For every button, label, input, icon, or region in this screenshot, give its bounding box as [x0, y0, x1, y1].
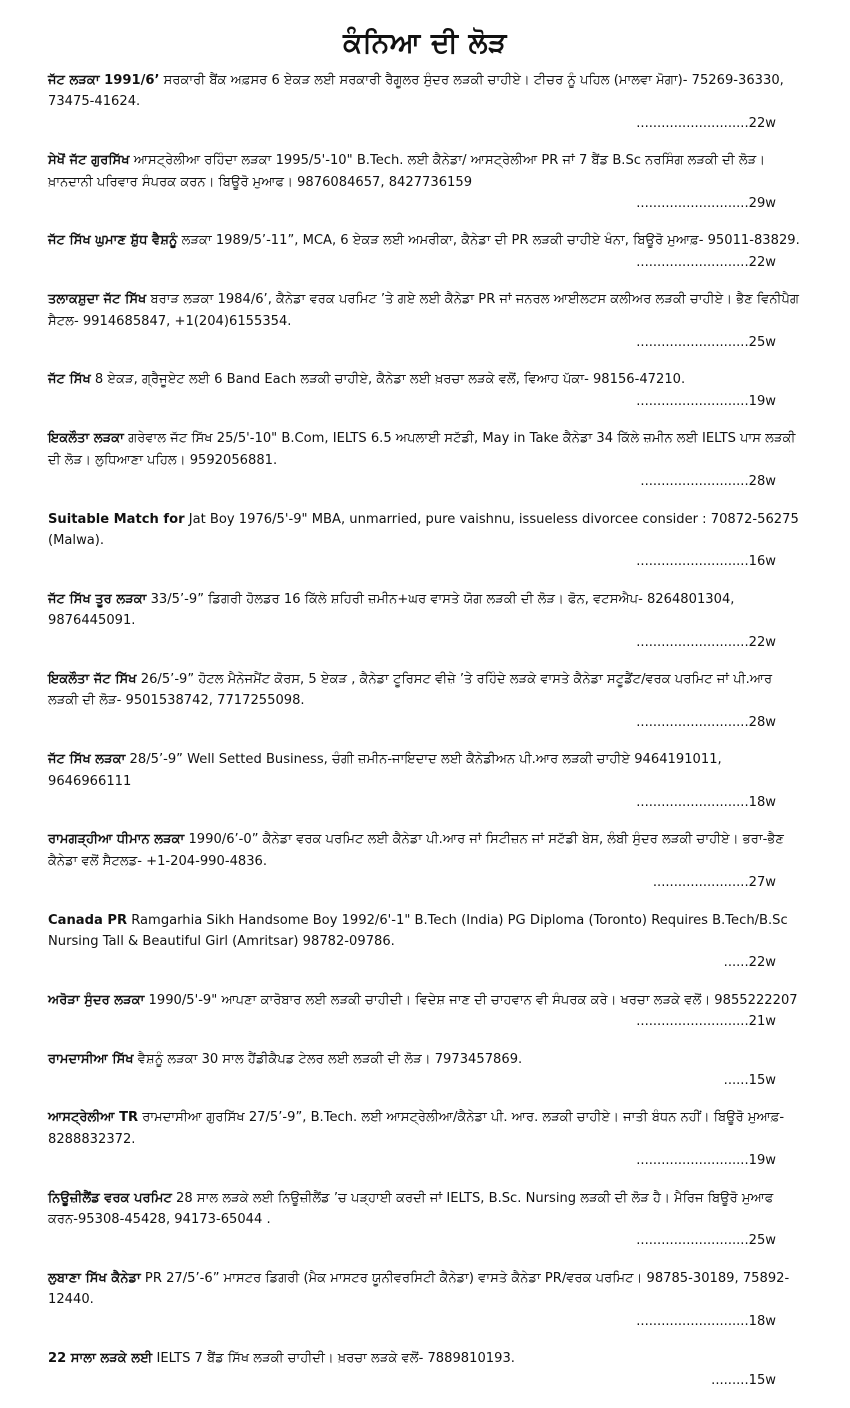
ad-text — [48, 70, 802, 113]
ad-text — [48, 1107, 802, 1150]
ad-separator — [48, 214, 802, 230]
ad-body: ਰਾਮਦਾਸੀਆ ਗੁਰਸਿੱਖ 27/5’-9”, B.Tech. ਲਈ ਆਸਟ੍ਰੇਲੀਆ/ਕੈਨੇਡਾ ਪੀ. ਆਰ. ਲੜਕੀ ਚਾਹੀਏ। ਜਾਤੀ ਬੰਧਨ ਨਹੀਂ। ਬਿਊਰੋ ਮੁਆਫ਼- 8288832372. — [48, 1110, 785, 1147]
classified-ad — [48, 1348, 802, 1391]
classified-ad — [48, 589, 802, 653]
classified-ad — [48, 70, 802, 134]
ad-body: ਬਰਾੜ ਲੜਕਾ 1984/6’, ਕੈਨੇਡਾ ਵਰਕ ਪਰਮਿਟ ’ਤੇ ਗਏ ਲਈ ਕੈਨੇਡਾ PR ਜਾਂ ਜਨਰਲ ਆਈਲਟਸ ਕਲੀਅਰ ਲੜਕੀ ਚਾਹੀਏ। ਭੈਣ ਵਿਨੀਪੈਗ ਸੈਟਲ- 9914685847, +1(204)6155354. — [48, 292, 800, 329]
ad-separator — [48, 653, 802, 669]
ad-body: PR 27/5’-6” ਮਾਸਟਰ ਡਿਗਰੀ (ਮੈਕ ਮਾਸਟਰ ਯੂਨੀਵਰਸਿਟੀ ਕੈਨੇਡਾ) ਵਾਸਤੇ ਕੈਨੇਡਾ PR/ਵਰਕ ਪਰਮਿਟ। 98785-30189, 75892-12440. — [48, 1270, 790, 1308]
classified-ad — [48, 829, 802, 893]
ad-separator — [48, 1033, 802, 1049]
ad-separator — [48, 134, 802, 150]
ad-text — [48, 1188, 802, 1231]
ad-text — [48, 1049, 802, 1070]
ad-code: ...........................22w — [636, 254, 776, 270]
ad-lead: ਜੱਟ ਲੜਕਾ 1991/6’ — [48, 73, 160, 88]
ad-separator — [48, 1332, 802, 1348]
ad-lead: Suitable Match for — [48, 511, 185, 527]
ad-code: ...........................18w — [636, 794, 776, 810]
ad-separator — [48, 974, 802, 990]
classified-ad — [48, 749, 802, 813]
ad-code: ...........................22w — [636, 634, 776, 650]
ad-separator — [48, 412, 802, 428]
classified-ad — [48, 289, 802, 353]
ad-lead: ਤਲਾਕਸ਼ੁਦਾ ਜੱਟ ਸਿੱਖ — [48, 292, 147, 308]
ad-body: 28/5’-9” Well Setted Business, ਚੰਗੀ ਜ਼ਮੀਨ-ਜਾਇਦਾਦ ਲਈ ਕੈਨੇਡੀਅਨ ਪੀ.ਆਰ ਲੜਕੀ ਚਾਹੀਏ 9464191011, 9646966111 — [48, 752, 722, 789]
ad-code: .........15w — [711, 1372, 776, 1388]
ad-code: ...........................21w — [636, 1014, 776, 1030]
classified-ad — [48, 509, 802, 573]
ad-text — [48, 1268, 802, 1311]
ad-lead: Canada PR — [48, 912, 128, 928]
ad-lead: ਸੇਖੋਂ ਜੱਟ ਗੁਰਸਿੱਖ — [48, 153, 130, 169]
ad-lead: ਜੱਟ ਸਿੱਖ ਘੁਮਾਣ ਸ਼ੁੱਧ ਵੈਸ਼ਨੂੰ — [48, 233, 178, 249]
ad-lead: ਜੱਟ ਸਿੱਖ ਲੜਕਾ — [48, 752, 126, 768]
ad-separator — [48, 1091, 802, 1107]
ad-body: Jat Boy 1976/5'-9" MBA, unmarried, pure vaishnu, issueless divorcee consider : 70872-56275 (Malwa). — [48, 511, 799, 548]
ad-code: ...........................25w — [636, 335, 776, 351]
ad-body: IELTS 7 ਬੈਂਡ ਸਿੱਖ ਲੜਕੀ ਚਾਹੀਦੀ। ਖ਼ਰਚਾ ਲੜਕੇ ਵਲੋਂ- 7889810193. — [152, 1351, 515, 1367]
ad-text — [48, 428, 802, 471]
classified-ad — [48, 669, 802, 733]
ad-code: ..........................28w — [640, 474, 776, 490]
ad-text — [48, 589, 802, 632]
classified-ad — [48, 369, 802, 412]
classified-ad — [48, 1268, 802, 1332]
ad-body: ਆਸਟ੍ਰੇਲੀਆ ਰਹਿੰਦਾ ਲੜਕਾ 1995/5'-10" B.Tech. ਲਈ ਕੈਨੇਡਾ/ ਆਸਟ੍ਰੇਲੀਆ PR ਜਾਂ 7 ਬੈਂਡ B.Sc ਨਰਸਿੰਗ ਲੜਕੀ ਦੀ ਲੋੜ। ਖ਼ਾਨਦਾਨੀ ਪਰਿਵਾਰ ਸੰਪਰਕ ਕਰਨ। ਬਿਊਰੋ ਮੁਆਫ। 9876084657, 8427736159 — [48, 153, 766, 190]
ad-body: 1990/6’-0” ਕੈਨੇਡਾ ਵਰਕ ਪਰਮਿਟ ਲਈ ਕੈਨੇਡਾ ਪੀ.ਆਰ ਜਾਂ ਸਿਟੀਜ਼ਨ ਜਾਂ ਸਟੱਡੀ ਬੇਸ, ਲੰਬੀ ਸੁੰਦਰ ਲੜਕੀ ਚਾਹੀਏ। ਭਰਾ-ਭੈਣ ਕੈਨੇਡਾ ਵਲੋਂ ਸੈਟਲਡ- +1-204-990-4836. — [48, 832, 784, 869]
ad-text — [48, 289, 802, 332]
ad-body: ਵੈਸ਼ਨੂੰ ਲੜਕਾ 30 ਸਾਲ ਹੈਂਡੀਕੈਪਡ ਟੇਲਰ ਲਈ ਲੜਕੀ ਦੀ ਲੋੜ। 7973457869. — [133, 1051, 523, 1067]
classified-ad — [48, 1107, 802, 1171]
ad-code: ...........................19w — [636, 393, 776, 409]
ad-text — [48, 230, 802, 251]
ad-lead: ਨਿਊਜ਼ੀਲੈਂਡ ਵਰਕ ਪਰਮਿਟ — [48, 1190, 172, 1206]
ad-body: 26/5’-9” ਹੋਟਲ ਮੈਨੇਜਮੈਂਟ ਕੋਰਸ, 5 ਏਕੜ , ਕੈਨੇਡਾ ਟੂਰਿਸਟ ਵੀਜ਼ੇ ’ਤੇ ਰਹਿੰਦੇ ਲੜਕੇ ਵਾਸਤੇ ਕੈਨੇਡਾ ਸਟੂਡੈਂਟ/ਵਰਕ ਪਰਮਿਟ ਜਾਂ ਪੀ.ਆਰ ਲੜਕੀ ਦੀ ਲੋੜ- 9501538742, 7717255098. — [48, 671, 773, 709]
ad-separator — [48, 353, 802, 369]
ad-body: ਸਰਕਾਰੀ ਬੈਂਕ ਅਫ਼ਸਰ 6 ਏਕੜ ਲਈ ਸਰਕਾਰੀ ਰੈਗੂਲਰ ਸੁੰਦਰ ਲੜਕੀ ਚਾਹੀਏ। ਟੀਚਰ ਨੂੰ ਪਹਿਲ (ਮਾਲਵਾ ਮੋਗਾ)- 75269-36330, 73475-41624. — [48, 73, 784, 110]
ads-list — [48, 70, 802, 1391]
ad-text — [48, 1348, 802, 1369]
ad-body: 8 ਏਕੜ, ਗ੍ਰੈਜੂਏਟ ਲਈ 6 Band Each ਲੜਕੀ ਚਾਹੀਏ, ਕੈਨੇਡਾ ਲਈ ਖ਼ਰਚਾ ਲੜਕੇ ਵਲੋਂ, ਵਿਆਹ ਪੱਕਾ- 98156-47210. — [90, 372, 686, 388]
ad-lead: ਇਕਲੌਤਾ ਜੱਟ ਸਿੱਖ — [48, 671, 137, 687]
ad-lead: ਲੁਬਾਣਾ ਸਿੱਖ ਕੈਨੇਡਾ — [48, 1270, 141, 1286]
ad-code: ...........................19w — [636, 1153, 776, 1169]
ad-text — [48, 150, 802, 193]
ad-body: 28 ਸਾਲ ਲੜਕੇ ਲਈ ਨਿਊਜ਼ੀਲੈਂਡ ’ਚ ਪੜ੍ਹਾਈ ਕਰਦੀ ਜਾਂ IELTS, B.Sc. Nursing ਲੜਕੀ ਦੀ ਲੋੜ ਹੈ। ਮੈਰਿਜ ਬਿਊਰੋ ਮੁਆਫ ਕਰਨ-95308-45428, 94173-65044 . — [48, 1190, 774, 1228]
ad-separator — [48, 733, 802, 749]
ad-separator — [48, 493, 802, 509]
ad-separator — [48, 1172, 802, 1188]
ad-separator — [48, 1252, 802, 1268]
ad-body: ਲੜਕਾ 1989/5’-11”, MCA, 6 ਏਕੜ ਲਈ ਅਮਰੀਕਾ, ਕੈਨੇਡਾ ਦੀ PR ਲੜਕੀ ਚਾਹੀਏ ਖੰਨਾ, ਬਿਊਰੋ ਮੁਆਫ਼- 95011-83829. — [177, 233, 800, 249]
classified-ad — [48, 1188, 802, 1252]
ad-lead: ਆਸਟ੍ਰੇਲੀਆ TR — [48, 1110, 139, 1126]
ad-code: ...........................29w — [636, 196, 776, 212]
ad-lead: ਰਾਮਗੜ੍ਹੀਆ ਧੀਮਾਨ ਲੜਕਾ — [48, 832, 185, 848]
ad-body: ਗਰੇਵਾਲ ਜੱਟ ਸਿੱਖ 25/5'-10" B.Com, IELTS 6.5 ਅਪਲਾਈ ਸਟੱਡੀ, May in Take ਕੈਨੇਡਾ 34 ਕਿੱਲੇ ਜ਼ਮੀਨ ਲਈ IELTS ਪਾਸ ਲੜਕੀ ਦੀ ਲੋੜ। ਲੁਧਿਆਣਾ ਪਹਿਲ। 9592056881. — [48, 431, 796, 468]
ad-lead: ਜੱਟ ਸਿੱਖ — [48, 372, 91, 388]
classified-ad — [48, 1049, 802, 1092]
ad-lead: ਰਾਮਦਾਸੀਆ ਸਿੱਖ — [48, 1051, 134, 1067]
ad-text — [48, 829, 802, 872]
ad-body: 1990/5'-9" ਆਪਣਾ ਕਾਰੋਬਾਰ ਲਈ ਲੜਕੀ ਚਾਹੀਦੀ। ਵਿਦੇਸ਼ ਜਾਣ ਦੀ ਚਾਹਵਾਨ ਵੀ ਸੰਪਰਕ ਕਰੇ। ਖਰਚਾ ਲੜਕੇ ਵਲੋਂ। 9855222207 — [144, 992, 798, 1008]
ad-separator — [48, 573, 802, 589]
classified-ad — [48, 990, 802, 1033]
ad-text — [48, 910, 802, 953]
classified-ad — [48, 150, 802, 214]
ad-body: Ramgarhia Sikh Handsome Boy 1992/6'-1" B.Tech (India) PG Diploma (Toronto) Requires B.Tech/B.Sc Nursing Tall & Beautiful Girl (Amritsar) 98782-09786. — [48, 912, 788, 949]
ad-text — [48, 669, 802, 712]
ad-separator — [48, 894, 802, 910]
ad-code: ...........................18w — [636, 1313, 776, 1329]
classified-ad — [48, 230, 802, 273]
ad-separator — [48, 813, 802, 829]
ad-code: .......................27w — [652, 875, 776, 891]
page-title: ਕੰਨਿਆ ਦੀ ਲੋੜ — [343, 26, 507, 59]
ad-code: ......22w — [723, 955, 776, 971]
ad-lead: 22 ਸਾਲਾ ਲੜਕੇ ਲਈ — [48, 1351, 153, 1367]
ad-text — [48, 509, 802, 552]
ad-code: ...........................28w — [636, 714, 776, 730]
ad-body: 33/5’-9” ਡਿਗਰੀ ਹੋਲਡਰ 16 ਕਿੱਲੇ ਸ਼ਹਿਰੀ ਜ਼ਮੀਨ+ਘਰ ਵਾਸਤੇ ਯੋਗ ਲੜਕੀ ਦੀ ਲੋੜ। ਫੋਨ, ਵਟਸਐਪ- 8264801304, 9876445091. — [48, 591, 735, 629]
ad-code: ...........................16w — [636, 554, 776, 570]
ad-separator — [48, 273, 802, 289]
classified-ad — [48, 910, 802, 974]
ad-text — [48, 990, 802, 1011]
classified-ad — [48, 428, 802, 492]
ad-lead: ਜੱਟ ਸਿੱਖ ਤੂਰ ਲੜਕਾ — [48, 591, 147, 607]
ad-text — [48, 369, 802, 390]
ad-text — [48, 749, 802, 792]
ad-code: ......15w — [723, 1073, 776, 1089]
ad-code: ...........................25w — [636, 1233, 776, 1249]
ad-lead: ਇਕਲੌਤਾ ਲੜਕਾ — [48, 431, 124, 447]
ad-lead: ਅਰੋੜਾ ਸੁੰਦਰ ਲੜਕਾ — [48, 992, 145, 1008]
ad-code: ...........................22w — [636, 115, 776, 131]
